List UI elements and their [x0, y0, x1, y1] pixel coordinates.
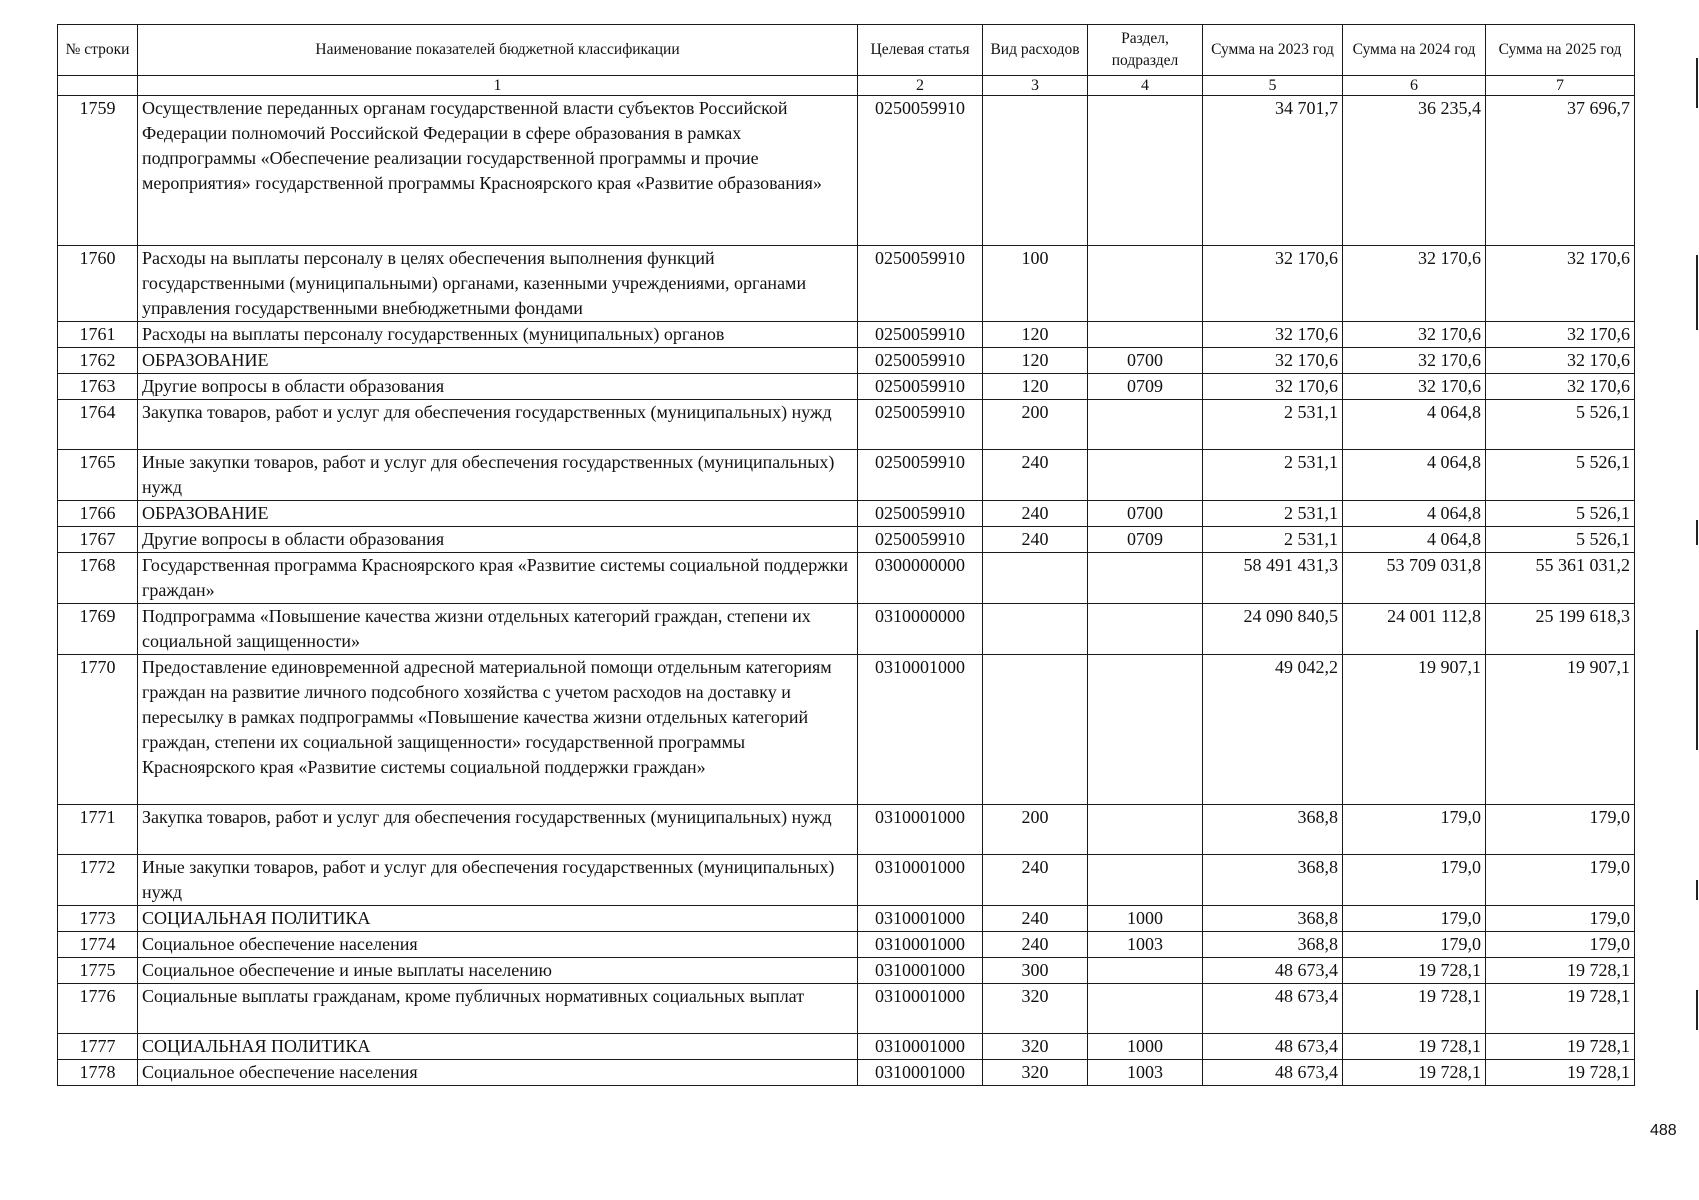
header-target-article: Целевая статья: [858, 25, 983, 76]
sum-2023: 48 673,4: [1203, 958, 1343, 984]
section-code: [1088, 246, 1203, 322]
column-number: 3: [983, 76, 1088, 96]
section-code: [1088, 958, 1203, 984]
section-code: 0700: [1088, 348, 1203, 374]
sum-2025: 5 526,1: [1486, 501, 1635, 527]
sum-2024: 32 170,6: [1343, 348, 1486, 374]
section-code: 1003: [1088, 932, 1203, 958]
target-article: 0250059910: [858, 322, 983, 348]
table-row: [58, 1034, 1635, 1060]
section-code: 1003: [1088, 1060, 1203, 1086]
target-article: 0250059910: [858, 374, 983, 400]
sum-2023: 368,8: [1203, 805, 1343, 855]
indicator-name: Расходы на выплаты персоналу государственных (муниципальных) органов: [138, 322, 858, 348]
indicator-name: Осуществление переданных органам государственной власти субъектов Российской Федерации полномочий Российской Федерации в сфере образования в рамках подпрограммы «Обеспечение реализации государственной программы и прочие мероприятия» государственной программы Красноярского края «Развитие образования»: [138, 96, 858, 246]
table-row: [58, 246, 1635, 322]
sum-2023: 368,8: [1203, 855, 1343, 906]
expense-type: 120: [983, 348, 1088, 374]
table-row: [58, 1060, 1635, 1086]
row-number: 1771: [58, 805, 138, 855]
expense-type: 200: [983, 400, 1088, 450]
expense-type: [983, 553, 1088, 604]
sum-2025: 19 728,1: [1486, 1060, 1635, 1086]
indicator-name: Иные закупки товаров, работ и услуг для обеспечения государственных (муниципальных) нужд: [138, 855, 858, 906]
sum-2024: 179,0: [1343, 855, 1486, 906]
column-number: 5: [1203, 76, 1343, 96]
indicator-name: Предоставление единовременной адресной материальной помощи отдельным категориям граждан на развитие личного подсобного хозяйства с учетом расходов на доставку и пересылку в рамках подпрограммы «Повышение качества жизни отдельных категорий граждан, степени их социальной защищенности» государственной программы Красноярского края «Развитие системы социальной поддержки граждан»: [138, 655, 858, 805]
sum-2023: 48 673,4: [1203, 1034, 1343, 1060]
expense-type: 240: [983, 855, 1088, 906]
table-row: [58, 501, 1635, 527]
table-row: [58, 932, 1635, 958]
row-number: 1778: [58, 1060, 138, 1086]
row-number: 1765: [58, 450, 138, 501]
sum-2023: 32 170,6: [1203, 322, 1343, 348]
sum-2025: 32 170,6: [1486, 322, 1635, 348]
sum-2024: 179,0: [1343, 805, 1486, 855]
section-code: 0709: [1088, 374, 1203, 400]
header-indicator-name: Наименование показателей бюджетной классификации: [138, 25, 858, 76]
column-number: 7: [1486, 76, 1635, 96]
expense-type: 320: [983, 1034, 1088, 1060]
sum-2023: 32 170,6: [1203, 374, 1343, 400]
table-row: [58, 96, 1635, 246]
table-row: [58, 553, 1635, 604]
header-section: Раздел, подраздел: [1088, 25, 1203, 76]
section-code: [1088, 655, 1203, 805]
sum-2025: 32 170,6: [1486, 374, 1635, 400]
sum-2025: 19 728,1: [1486, 958, 1635, 984]
expense-type: 320: [983, 984, 1088, 1034]
sum-2023: 49 042,2: [1203, 655, 1343, 805]
expense-type: 240: [983, 501, 1088, 527]
expense-type: 200: [983, 805, 1088, 855]
table-row: [58, 527, 1635, 553]
sum-2025: 179,0: [1486, 805, 1635, 855]
row-number: 1760: [58, 246, 138, 322]
column-number: [58, 76, 138, 96]
sum-2024: 4 064,8: [1343, 400, 1486, 450]
sum-2024: 19 728,1: [1343, 1034, 1486, 1060]
expense-type: 240: [983, 450, 1088, 501]
sum-2025: 37 696,7: [1486, 96, 1635, 246]
sum-2023: 2 531,1: [1203, 527, 1343, 553]
sum-2024: 4 064,8: [1343, 527, 1486, 553]
table-row: [58, 855, 1635, 906]
indicator-name: Социальное обеспечение и иные выплаты населению: [138, 958, 858, 984]
sum-2024: 24 001 112,8: [1343, 604, 1486, 655]
section-code: [1088, 805, 1203, 855]
row-number: 1773: [58, 906, 138, 932]
column-number: 1: [138, 76, 858, 96]
column-number: 2: [858, 76, 983, 96]
row-number: 1768: [58, 553, 138, 604]
section-code: [1088, 96, 1203, 246]
table-row: [58, 450, 1635, 501]
table-row: [58, 984, 1635, 1034]
sum-2023: 2 531,1: [1203, 450, 1343, 501]
sum-2025: 5 526,1: [1486, 400, 1635, 450]
expense-type: 100: [983, 246, 1088, 322]
target-article: 0310001000: [858, 855, 983, 906]
target-article: 0250059910: [858, 348, 983, 374]
section-code: [1088, 553, 1203, 604]
sum-2024: 19 728,1: [1343, 958, 1486, 984]
section-code: 1000: [1088, 906, 1203, 932]
target-article: 0310001000: [858, 805, 983, 855]
target-article: 0310001000: [858, 932, 983, 958]
sum-2023: 24 090 840,5: [1203, 604, 1343, 655]
target-article: 0310001000: [858, 655, 983, 805]
section-code: [1088, 400, 1203, 450]
section-code: 1000: [1088, 1034, 1203, 1060]
sum-2024: 4 064,8: [1343, 450, 1486, 501]
table-row: [58, 322, 1635, 348]
row-number: 1764: [58, 400, 138, 450]
header-row-number: № строки: [58, 25, 138, 76]
row-number: 1770: [58, 655, 138, 805]
sum-2025: 179,0: [1486, 932, 1635, 958]
scan-edge-marks: [1689, 0, 1699, 1200]
row-number: 1774: [58, 932, 138, 958]
row-number: 1763: [58, 374, 138, 400]
section-code: [1088, 322, 1203, 348]
row-number: 1762: [58, 348, 138, 374]
sum-2024: 32 170,6: [1343, 322, 1486, 348]
row-number: 1769: [58, 604, 138, 655]
expense-type: [983, 96, 1088, 246]
page-number: 488: [1650, 1122, 1677, 1139]
sum-2025: 19 728,1: [1486, 984, 1635, 1034]
sum-2025: 179,0: [1486, 855, 1635, 906]
target-article: 0250059910: [858, 246, 983, 322]
row-number: 1777: [58, 1034, 138, 1060]
row-number: 1775: [58, 958, 138, 984]
section-code: [1088, 450, 1203, 501]
sum-2025: 19 907,1: [1486, 655, 1635, 805]
table-row: [58, 604, 1635, 655]
sum-2024: 179,0: [1343, 906, 1486, 932]
indicator-name: Другие вопросы в области образования: [138, 374, 858, 400]
sum-2024: 179,0: [1343, 932, 1486, 958]
indicator-name: СОЦИАЛЬНАЯ ПОЛИТИКА: [138, 1034, 858, 1060]
target-article: 0310000000: [858, 604, 983, 655]
budget-table: [57, 24, 1635, 1086]
table-row: [58, 374, 1635, 400]
section-code: 0700: [1088, 501, 1203, 527]
table-header: [58, 25, 1635, 96]
sum-2023: 48 673,4: [1203, 1060, 1343, 1086]
sum-2024: 19 728,1: [1343, 984, 1486, 1034]
header-sum-2025: Сумма на 2025 год: [1486, 25, 1635, 76]
sum-2023: 368,8: [1203, 932, 1343, 958]
sum-2024: 32 170,6: [1343, 246, 1486, 322]
sum-2023: 58 491 431,3: [1203, 553, 1343, 604]
sum-2023: 32 170,6: [1203, 348, 1343, 374]
expense-type: 320: [983, 1060, 1088, 1086]
sum-2025: 19 728,1: [1486, 1034, 1635, 1060]
sum-2024: 32 170,6: [1343, 374, 1486, 400]
expense-type: 240: [983, 906, 1088, 932]
row-number: 1761: [58, 322, 138, 348]
target-article: 0310001000: [858, 984, 983, 1034]
sum-2025: 25 199 618,3: [1486, 604, 1635, 655]
sum-2025: 5 526,1: [1486, 527, 1635, 553]
indicator-name: СОЦИАЛЬНАЯ ПОЛИТИКА: [138, 906, 858, 932]
header-sum-2024: Сумма на 2024 год: [1343, 25, 1486, 76]
table-row: [58, 805, 1635, 855]
section-code: [1088, 604, 1203, 655]
indicator-name: ОБРАЗОВАНИЕ: [138, 348, 858, 374]
row-number: 1772: [58, 855, 138, 906]
sum-2025: 5 526,1: [1486, 450, 1635, 501]
target-article: 0250059910: [858, 96, 983, 246]
sum-2023: 48 673,4: [1203, 984, 1343, 1034]
expense-type: 240: [983, 932, 1088, 958]
sum-2023: 368,8: [1203, 906, 1343, 932]
table-row: [58, 348, 1635, 374]
indicator-name: Подпрограмма «Повышение качества жизни отдельных категорий граждан, степени их социальной защищенности»: [138, 604, 858, 655]
sum-2024: 19 907,1: [1343, 655, 1486, 805]
table-row: [58, 906, 1635, 932]
indicator-name: Иные закупки товаров, работ и услуг для обеспечения государственных (муниципальных) нужд: [138, 450, 858, 501]
sum-2023: 2 531,1: [1203, 400, 1343, 450]
table-body: [58, 96, 1635, 1086]
column-number: 4: [1088, 76, 1203, 96]
expense-type: 300: [983, 958, 1088, 984]
column-number-row: [58, 76, 1635, 96]
sum-2025: 179,0: [1486, 906, 1635, 932]
row-number: 1766: [58, 501, 138, 527]
sum-2025: 55 361 031,2: [1486, 553, 1635, 604]
sum-2024: 19 728,1: [1343, 1060, 1486, 1086]
indicator-name: Другие вопросы в области образования: [138, 527, 858, 553]
expense-type: 240: [983, 527, 1088, 553]
target-article: 0250059910: [858, 501, 983, 527]
target-article: 0250059910: [858, 400, 983, 450]
table-row: [58, 958, 1635, 984]
sum-2023: 2 531,1: [1203, 501, 1343, 527]
table-row: [58, 655, 1635, 805]
indicator-name: Закупка товаров, работ и услуг для обеспечения государственных (муниципальных) нужд: [138, 400, 858, 450]
indicator-name: Социальное обеспечение населения: [138, 1060, 858, 1086]
table-row: [58, 400, 1635, 450]
target-article: 0300000000: [858, 553, 983, 604]
column-number: 6: [1343, 76, 1486, 96]
row-number: 1767: [58, 527, 138, 553]
sum-2024: 4 064,8: [1343, 501, 1486, 527]
indicator-name: Расходы на выплаты персоналу в целях обеспечения выполнения функций государственными (муниципальными) органами, казенными учреждениями, органами управления государственными внебюджетными фондами: [138, 246, 858, 322]
indicator-name: Социальное обеспечение населения: [138, 932, 858, 958]
target-article: 0310001000: [858, 958, 983, 984]
expense-type: 120: [983, 374, 1088, 400]
target-article: 0310001000: [858, 1060, 983, 1086]
sum-2025: 32 170,6: [1486, 246, 1635, 322]
target-article: 0310001000: [858, 1034, 983, 1060]
expense-type: 120: [983, 322, 1088, 348]
target-article: 0250059910: [858, 450, 983, 501]
expense-type: [983, 655, 1088, 805]
indicator-name: Социальные выплаты гражданам, кроме публичных нормативных социальных выплат: [138, 984, 858, 1034]
sum-2024: 36 235,4: [1343, 96, 1486, 246]
expense-type: [983, 604, 1088, 655]
header-sum-2023: Сумма на 2023 год: [1203, 25, 1343, 76]
sum-2024: 53 709 031,8: [1343, 553, 1486, 604]
section-code: 0709: [1088, 527, 1203, 553]
sum-2023: 34 701,7: [1203, 96, 1343, 246]
section-code: [1088, 855, 1203, 906]
sum-2023: 32 170,6: [1203, 246, 1343, 322]
row-number: 1759: [58, 96, 138, 246]
header-expense-type: Вид расходов: [983, 25, 1088, 76]
target-article: 0310001000: [858, 906, 983, 932]
row-number: 1776: [58, 984, 138, 1034]
target-article: 0250059910: [858, 527, 983, 553]
indicator-name: Государственная программа Красноярского края «Развитие системы социальной поддержки граждан»: [138, 553, 858, 604]
section-code: [1088, 984, 1203, 1034]
sum-2025: 32 170,6: [1486, 348, 1635, 374]
indicator-name: Закупка товаров, работ и услуг для обеспечения государственных (муниципальных) нужд: [138, 805, 858, 855]
indicator-name: ОБРАЗОВАНИЕ: [138, 501, 858, 527]
